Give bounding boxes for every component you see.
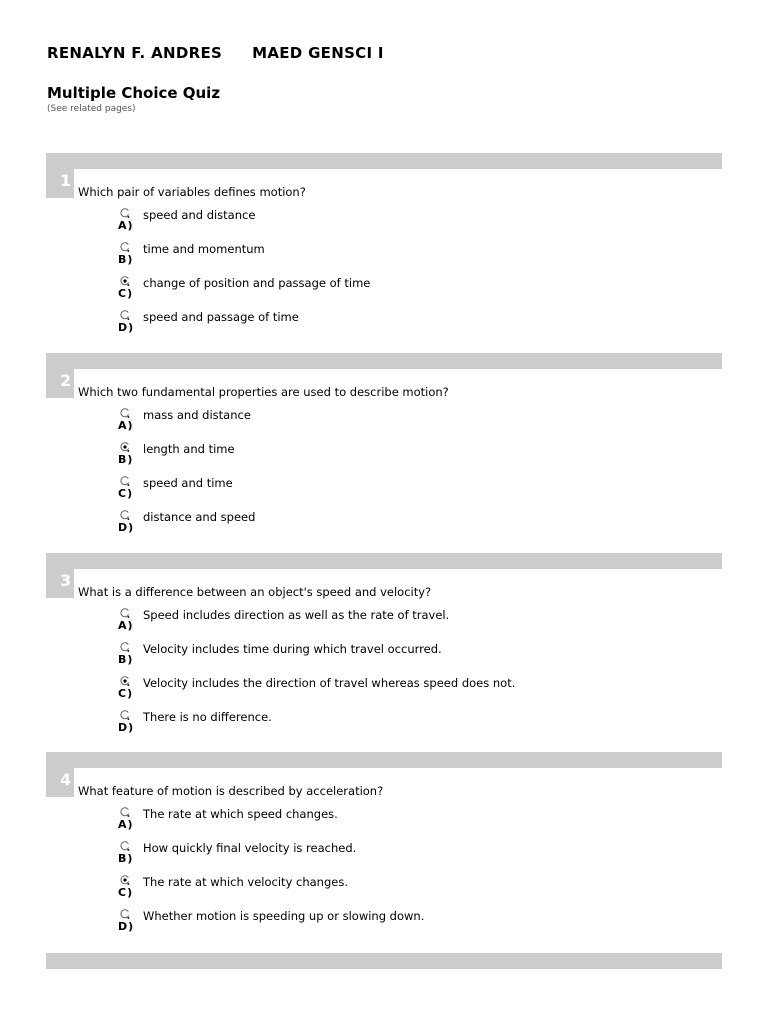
option-letter: B) — [118, 852, 134, 865]
option-text: The rate at which speed changes. — [143, 807, 338, 821]
option-text: speed and time — [143, 476, 233, 490]
option-letter: C) — [118, 287, 134, 300]
option-letter: B) — [118, 453, 134, 466]
option-letter: B) — [118, 653, 134, 666]
answer-option[interactable] — [118, 307, 718, 339]
option-text: distance and speed — [143, 510, 256, 524]
quiz-title: Multiple Choice Quiz — [47, 84, 221, 102]
answer-option[interactable] — [118, 639, 718, 671]
radio-button-icon[interactable] — [120, 510, 130, 520]
option-letter: C) — [118, 886, 134, 899]
answer-option[interactable] — [118, 273, 718, 305]
option-text: Speed includes direction as well as the rate of travel. — [143, 608, 450, 622]
option-letter: D) — [118, 920, 135, 933]
question-header-bar — [46, 153, 722, 169]
option-text: change of position and passage of time — [143, 276, 371, 290]
option-text: The rate at which velocity changes. — [143, 875, 348, 889]
question-text: Which pair of variables defines motion? — [78, 185, 306, 199]
question-header-bar — [46, 553, 722, 569]
answer-option[interactable] — [118, 205, 718, 237]
option-letter: A) — [118, 219, 134, 232]
answer-option[interactable] — [118, 906, 718, 938]
option-letter: A) — [118, 419, 134, 432]
answer-option[interactable] — [118, 872, 718, 904]
radio-button-icon[interactable] — [120, 710, 130, 720]
option-text: How quickly final velocity is reached. — [143, 841, 357, 855]
question-text: What feature of motion is described by acceleration? — [78, 784, 384, 798]
question-number: 1 — [60, 171, 72, 190]
radio-selected-icon[interactable] — [120, 442, 130, 452]
quiz-subtitle: (See related pages) — [47, 104, 136, 114]
answer-option[interactable] — [118, 605, 718, 637]
option-text: Velocity includes time during which travel occurred. — [143, 642, 442, 656]
header-line — [47, 44, 384, 62]
option-letter: A) — [118, 619, 134, 632]
option-letter: B) — [118, 253, 134, 266]
answer-option[interactable] — [118, 838, 718, 870]
answer-option[interactable] — [118, 473, 718, 505]
course-name: MAED GENSCI I — [252, 44, 384, 62]
question-block — [46, 553, 722, 743]
question-block — [46, 153, 722, 343]
option-text: speed and distance — [143, 208, 256, 222]
question-block — [46, 353, 722, 543]
radio-button-icon[interactable] — [120, 476, 130, 486]
option-letter: C) — [118, 687, 134, 700]
radio-button-icon[interactable] — [120, 408, 130, 418]
option-text: time and momentum — [143, 242, 265, 256]
question-block — [46, 752, 722, 942]
answer-option[interactable] — [118, 439, 718, 471]
answer-option[interactable] — [118, 239, 718, 271]
radio-button-icon[interactable] — [120, 841, 130, 851]
radio-button-icon[interactable] — [120, 608, 130, 618]
option-letter: D) — [118, 721, 135, 734]
radio-button-icon[interactable] — [120, 310, 130, 320]
question-number: 4 — [60, 770, 72, 789]
question-number: 2 — [60, 371, 72, 390]
radio-button-icon[interactable] — [120, 909, 130, 919]
option-letter: A) — [118, 818, 134, 831]
question-header-bar — [46, 752, 722, 768]
answer-option[interactable] — [118, 804, 718, 836]
radio-button-icon[interactable] — [120, 807, 130, 817]
option-text: length and time — [143, 442, 235, 456]
answer-option[interactable] — [118, 507, 718, 539]
answer-option[interactable] — [118, 707, 718, 739]
answer-option[interactable] — [118, 673, 718, 705]
radio-selected-icon[interactable] — [120, 875, 130, 885]
question-header-bar — [46, 353, 722, 369]
answer-option[interactable] — [118, 405, 718, 437]
option-text: mass and distance — [143, 408, 251, 422]
option-text: speed and passage of time — [143, 310, 299, 324]
question-text: Which two fundamental properties are used to describe motion? — [78, 385, 449, 399]
option-letter: D) — [118, 521, 135, 534]
student-name: RENALYN F. ANDRES — [47, 44, 223, 62]
next-question-bar — [46, 953, 722, 969]
radio-button-icon[interactable] — [120, 208, 130, 218]
option-letter: D) — [118, 321, 135, 334]
option-letter: C) — [118, 487, 134, 500]
question-text: What is a difference between an object's speed and velocity? — [78, 585, 432, 599]
option-text: Velocity includes the direction of travel whereas speed does not. — [143, 676, 516, 690]
option-text: There is no difference. — [143, 710, 272, 724]
radio-button-icon[interactable] — [120, 242, 130, 252]
radio-button-icon[interactable] — [120, 642, 130, 652]
radio-selected-icon[interactable] — [120, 276, 130, 286]
radio-selected-icon[interactable] — [120, 676, 130, 686]
option-text: Whether motion is speeding up or slowing down. — [143, 909, 425, 923]
question-number: 3 — [60, 571, 72, 590]
